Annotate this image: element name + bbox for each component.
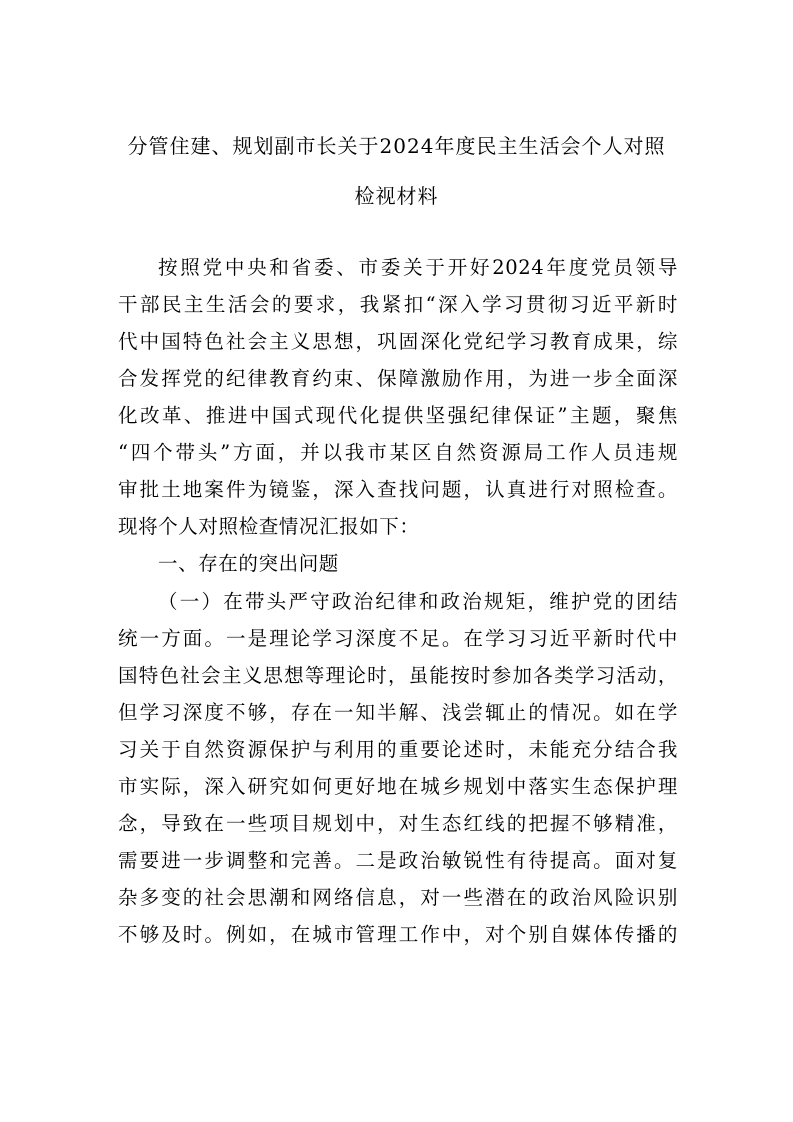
paragraph-line: 审批土地案件为镜鉴，深入查找问题，认真进行对照检查。 bbox=[118, 478, 678, 501]
paragraph-line: 代中国特色社会主义思想，巩固深化党纪学习教育成果，综 bbox=[118, 330, 678, 353]
paragraph-line: 念，导致在一些项目规划中，对生态红线的把握不够精准， bbox=[118, 812, 678, 835]
paragraph-line: 习关于自然资源保护与利用的重要论述时，未能充分结合我 bbox=[118, 738, 678, 761]
paragraph-line: 杂多变的社会思潮和网络信息，对一些潜在的政治风险识别 bbox=[118, 886, 678, 909]
paragraph-line: 需要进一步调整和完善。二是政治敏锐性有待提高。面对复 bbox=[118, 849, 678, 872]
paragraph-line: 不够及时。例如，在城市管理工作中，对个别自媒体传播的 bbox=[118, 923, 678, 946]
document-title-line-1: 分管住建、规划副市长关于2024年度民主生活会个人对照 bbox=[127, 134, 666, 158]
paragraph-line: 合发挥党的纪律教育约束、保障激励作用，为进一步全面深 bbox=[118, 367, 678, 390]
paragraph-line: 化改革、推进中国式现代化提供坚强纪律保证”主题，聚焦 bbox=[118, 404, 678, 427]
paragraph-line: （一）在带头严守政治纪律和政治规矩，维护党的团结 bbox=[158, 590, 678, 613]
paragraph-line: “四个带头”方面，并以我市某区自然资源局工作人员违规 bbox=[118, 441, 678, 464]
paragraph-line: 现将个人对照检查情况汇报如下： bbox=[118, 515, 420, 538]
paragraph-line: 统一方面。一是理论学习深度不足。在学习习近平新时代中 bbox=[118, 627, 678, 650]
paragraph-line: 按照党中央和省委、市委关于开好2024年度党员领导 bbox=[158, 256, 678, 279]
paragraph-line: 国特色社会主义思想等理论时，虽能按时参加各类学习活动， bbox=[118, 664, 678, 687]
paragraph-line: 但学习深度不够，存在一知半解、浅尝辄止的情况。如在学 bbox=[118, 701, 678, 724]
paragraph-line: 市实际，深入研究如何更好地在城乡规划中落实生态保护理 bbox=[118, 775, 678, 798]
document-title-line-2: 检视材料 bbox=[354, 184, 439, 208]
paragraph-line: 干部民主生活会的要求，我紧扣“深入学习贯彻习近平新时 bbox=[118, 293, 678, 316]
section-heading: 一、存在的突出问题 bbox=[158, 552, 339, 575]
